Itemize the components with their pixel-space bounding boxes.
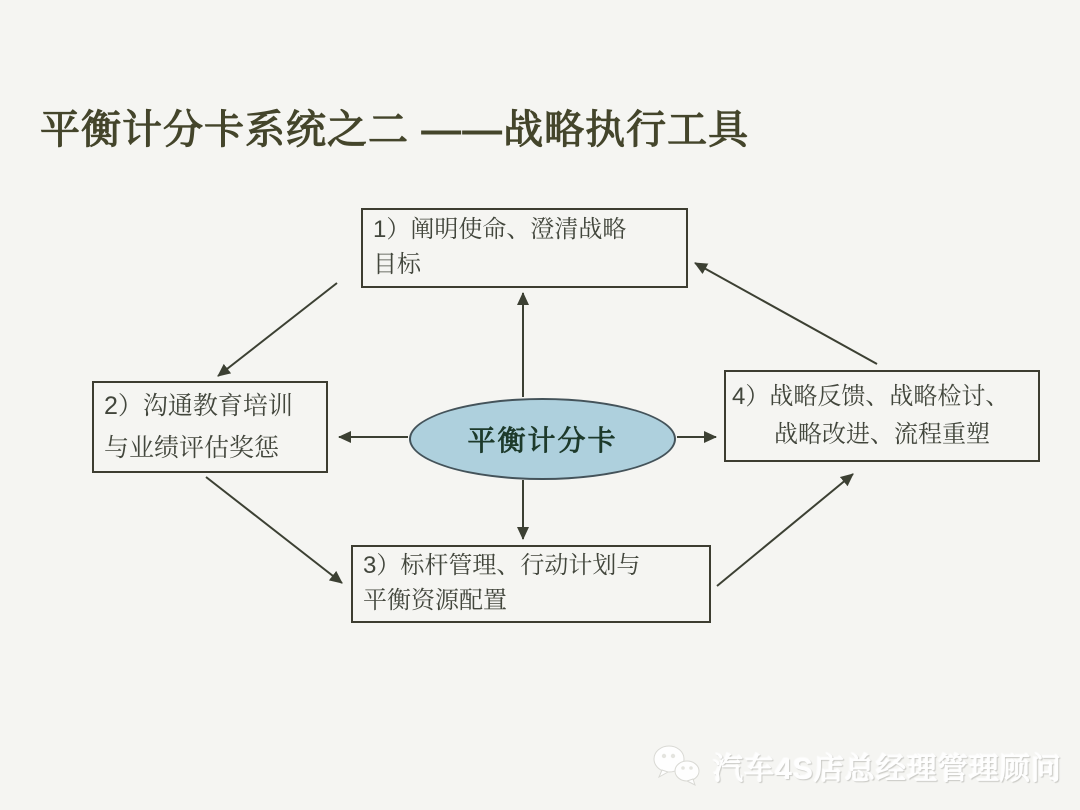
box-4-line-1: 4）战略反馈、战略检讨、 (732, 382, 1010, 410)
page-title: 平衡计分卡系统之二 ——战略执行工具 (40, 108, 750, 152)
diagram-box-strategy-feedback (724, 370, 1040, 462)
arrow-box3-to-box4 (717, 474, 853, 586)
watermark (649, 742, 1062, 790)
arrow-box1-to-box2 (218, 283, 337, 376)
center-ellipse-label: 平衡计分卡 (467, 425, 618, 456)
wechat-icon (649, 742, 705, 790)
box-2-line-1: 2）沟通教育培训 (104, 391, 293, 420)
diagram-box-clarify-mission (361, 208, 688, 288)
box-4-line-2: 战略改进、流程重塑 (774, 421, 990, 448)
box-3-line-2: 平衡资源配置 (363, 587, 507, 614)
watermark-text: 汽车4S店总经理管理顾问 (713, 753, 1062, 786)
box-2-line-2: 与业绩评估奖惩 (104, 434, 280, 462)
box-1-line-2: 目标 (373, 251, 421, 278)
box-1-line-1: 1）阐明使命、澄清战略 (373, 216, 627, 244)
arrow-box4-to-box1 (695, 263, 877, 364)
diagram-center-balanced-scorecard (409, 398, 676, 480)
diagram-box-benchmark-planning (351, 545, 711, 623)
box-3-line-1: 3）标杆管理、行动计划与 (363, 552, 641, 580)
diagram-box-communication-training (92, 381, 328, 473)
arrow-box2-to-box3 (206, 477, 342, 583)
